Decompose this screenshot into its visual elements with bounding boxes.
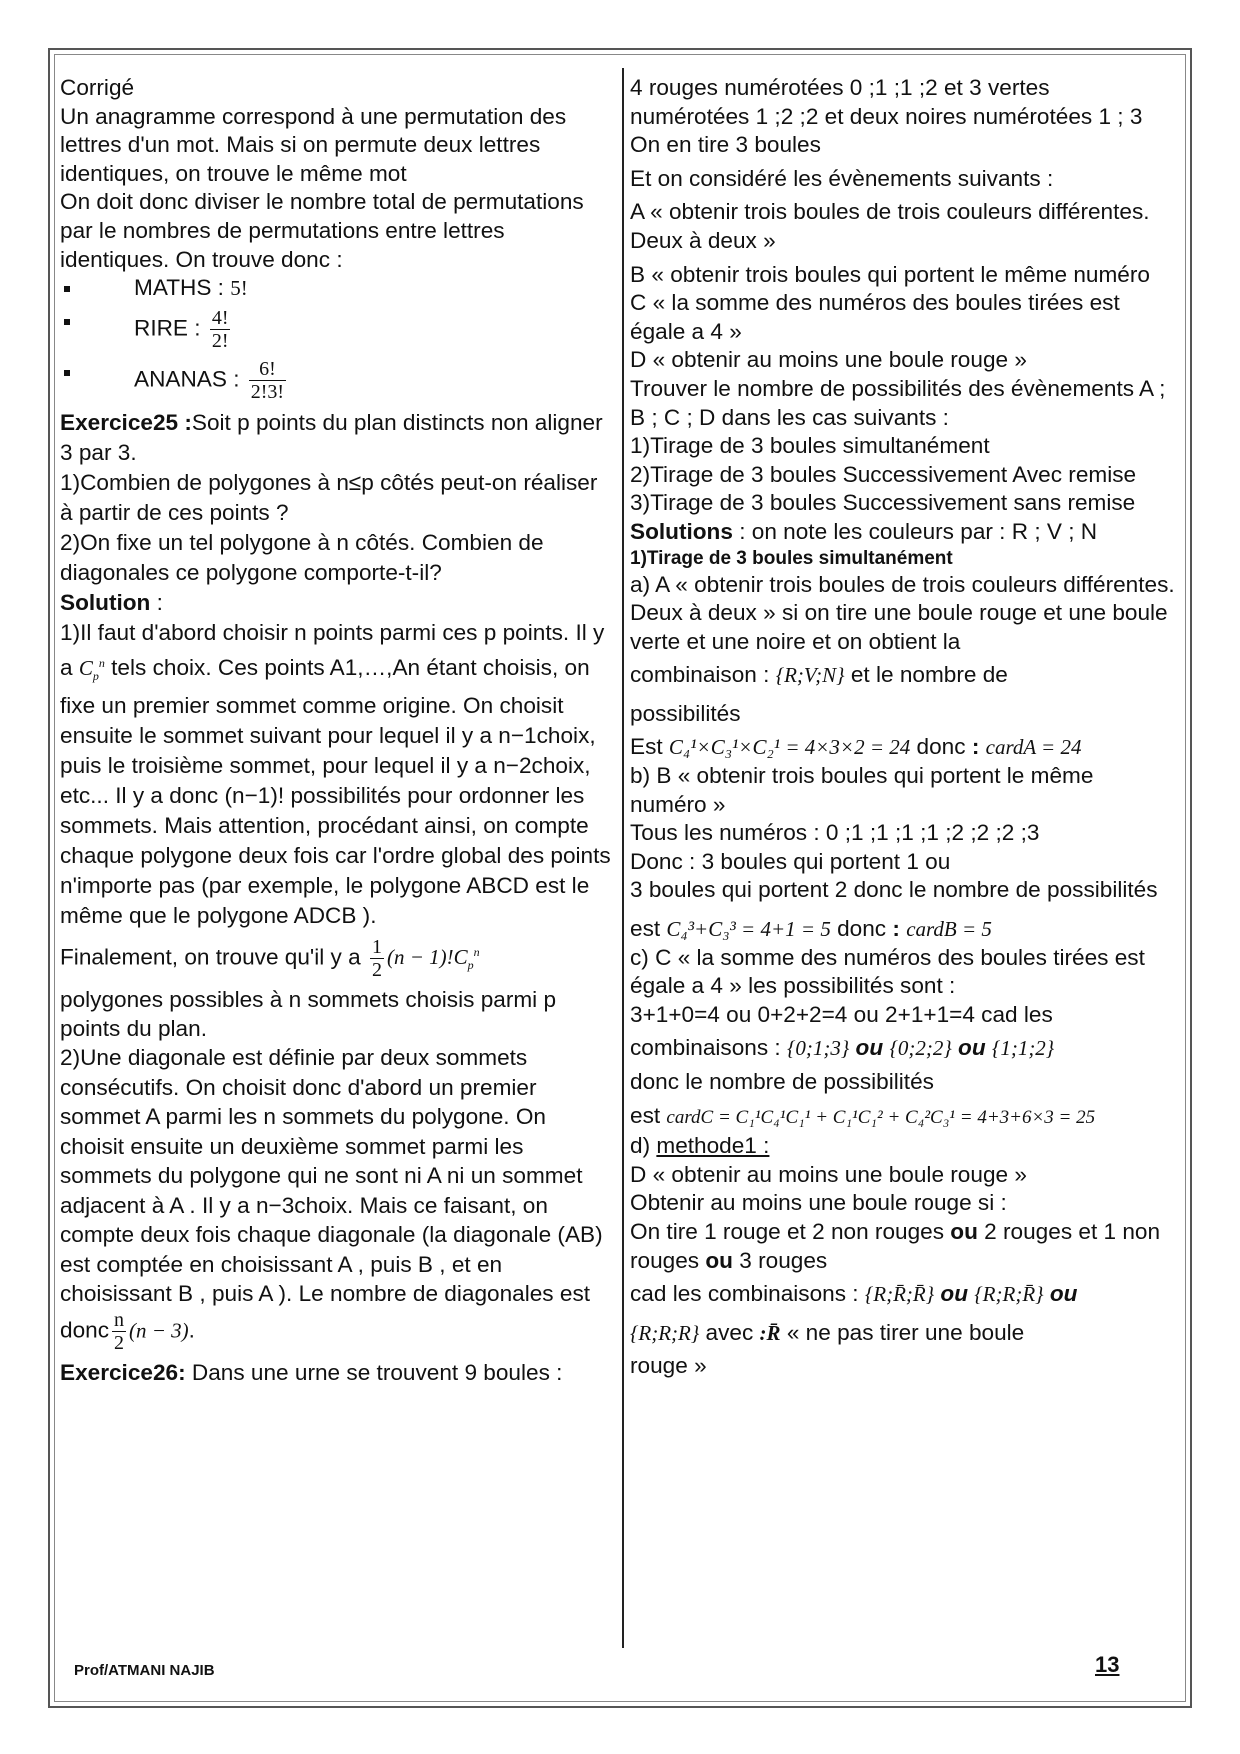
solution1-paragraph <box>60 618 615 931</box>
text: est <box>630 916 667 942</box>
denominator: 2! <box>211 329 229 352</box>
exercise25-intro: Soit p points du plan distincts non aligner 3 par 3. <box>60 409 603 465</box>
numerator: 6! <box>249 358 286 381</box>
combination-cnp: $C_p^n$ <box>78 655 105 683</box>
fraction-half: $\frac{1}{2}$ <box>371 935 382 981</box>
formula-polygons: $(n - 1)!C_p^n$ <box>386 945 480 973</box>
exercise26-title: Exercice26: <box>60 1359 186 1385</box>
set-r-r-rbar: {R;R;R̄} <box>974 1282 1044 1307</box>
event-b: B « obtenir trois boules qui portent le même numéro <box>630 261 1150 287</box>
denominator: 2!3! <box>250 380 285 403</box>
item-label: ANANAS : <box>134 366 246 392</box>
text-ou: ou <box>1043 1281 1078 1307</box>
part-c-3 <box>630 1034 1175 1063</box>
part-a-5: Est C₄¹×C₃¹×C₂¹ = 4×3×2 = 24 donc : cardA = 24 <box>630 734 1082 760</box>
part-c-4: donc le nombre de possibilités <box>630 1069 934 1094</box>
part-a-1: a) A « obtenir trois boules de trois couleurs différentes. <box>630 571 1175 597</box>
solution-heading: Solution : <box>60 589 163 615</box>
part-b-4: 3 boules qui portent 2 donc le nombre de possibilités <box>630 877 1158 903</box>
fraction-n-over-2: $\frac{n}{2}$ <box>114 1308 124 1354</box>
text: donc <box>910 734 972 760</box>
event-a: A « obtenir trois boules de trois couleurs différentes. <box>630 199 1150 225</box>
anagram-paragraph-2: On doit donc diviser le nombre total de permutations par le nombres de permutations entre lettres identiques. On trouve donc : <box>60 189 584 272</box>
set-013: {0;1;3} <box>786 1036 850 1061</box>
part-b-1: b) B « obtenir trois boules qui portent le même numéro » <box>630 763 1094 817</box>
anagram-paragraph: Un anagramme correspond à une permutation des lettres d'un mot. Mais si on permute deux lettres identiques, on trouve le même mot <box>60 103 567 186</box>
solution-label: Solution <box>60 589 151 615</box>
part-d-2: Obtenir au moins une boule rouge si : <box>630 1190 1007 1216</box>
urn-description: 4 rouges numérotées 0 ;1 ;1 ;2 et 3 vertes numérotées 1 ;2 ;2 et deux noires numérotées 1 ; 3 <box>630 75 1143 129</box>
case-3: 3)Tirage de 3 boules Successivement sans remise <box>630 490 1136 516</box>
footer-author: Prof/ATMANI NAJIB <box>74 1662 215 1679</box>
solutions-heading <box>630 518 1175 547</box>
item-label: RIRE : <box>134 315 207 341</box>
event-d: D « obtenir au moins une boule rouge » <box>630 347 1027 373</box>
left-column <box>60 74 615 1387</box>
right-column <box>630 74 1175 1381</box>
result-card-a: cardA = 24 <box>985 735 1082 760</box>
text: avec <box>699 1319 760 1345</box>
set-r-rbar-rbar: {R;R̄;R̄} <box>864 1282 935 1307</box>
part-b-3: Donc : 3 boules qui portent 1 ou <box>630 848 951 874</box>
part-d-6: rouge » <box>630 1353 707 1379</box>
solution2-text: 2)Une diagonale est définie par deux sommets consécutifs. On choisit donc d'abord un premier sommet A parmi les n sommets du polygone. On choisit ensuite un deuxième sommet parmi les sommets du polygone qui ne sont ni A ni un sommet adjacent à A . Il y a n−3choix. Mais ce faisant, on compte deux fois chaque diagonale (la diagonale (AB) est comptée en choisissant A , puis B , et en choisissant B , puis A ). Le nombre de diagonales est donc <box>60 1045 603 1343</box>
solutions-note: : on note les couleurs par : R ; V ; N <box>732 518 1098 544</box>
solution1-text-b: tels choix. Ces points A1,…,An étant choisis, on fixe un premier sommet comme origine. On choisit ensuite le sommet suivant pour lequel il y a n−1choix, puis le troisième sommet, pour lequel il y a n−2choix, etc... Il y a donc (n−1)! possibilités pour ordonner les sommets. Mais attention, procédant ainsi, on compte chaque polygone deux fois car l'ordre global des points n'importe pas (par exemple, le polygone ABCD est le même que le polygone ADCB ). <box>60 654 611 928</box>
solution2-paragraph: 2)Une diagonale est définie par deux sommets consécutifs. On choisit donc d'abord un premier sommet A parmi les n sommets du polygone. On choisit ensuite un deuxième sommet parmi les sommets du polygone qui ne sont ni A ni un sommet adjacent à A . Il y a n−3choix. Mais ce faisant, on compte deux fois chaque diagonale (la diagonale (AB) est comptée en choisissant A , puis B , et en choisissant B , puis A ). Le nombre de diagonales est donc $\frac{n}{2}$ (n − 3). <box>60 1045 603 1354</box>
text: 2 rouges et 1 non rouges <box>630 1218 1161 1273</box>
part-c-1: c) C « la somme des numéros des boules tirées est égale a 4 » les possibilités sont : <box>630 944 1145 999</box>
case-1: 1)Tirage de 3 boules simultanément <box>630 433 990 459</box>
solution1-text-a: 1)Il faut d'abord choisir n points parmi ces p points. Il y a <box>60 619 605 680</box>
text: donc <box>830 916 893 942</box>
set-112: {1;1;2} <box>991 1036 1055 1061</box>
set-rvn: {R;V;N} <box>775 663 845 688</box>
text: d) <box>630 1133 657 1159</box>
part-a-2: Deux à deux » si on tire une boule rouge et une boule verte et une noire et on obtient la <box>630 600 1168 654</box>
corrige-heading: Corrigé <box>60 75 135 100</box>
part-b-5: est C₄³+C₃³ = 4+1 = 5 donc : cardB = 5 <box>630 916 992 942</box>
text: et le nombre de <box>844 662 1008 688</box>
part-c-2: 3+1+0=4 ou 0+2+2=4 ou 2+1+1=4 cad les <box>630 1001 1053 1027</box>
text: 3 rouges <box>732 1247 828 1273</box>
solutions-label: Solutions <box>630 518 733 544</box>
part-d-5 <box>630 1319 1175 1348</box>
exercise26-block <box>60 1359 615 1388</box>
exercise25-block <box>60 408 615 468</box>
item-value: 5! <box>230 276 248 301</box>
subsection-1: 1)Tirage de 3 boules simultanément <box>630 547 953 569</box>
formula-card-a: C₄¹×C₃¹×C₂¹ = 4×3×2 = 24 <box>668 735 911 760</box>
fraction <box>249 358 286 403</box>
event-c: C « la somme des numéros des boules tirées est égale a 4 » <box>630 290 1120 344</box>
part-a-4: possibilités <box>630 700 741 726</box>
part-b-2: Tous les numéros : 0 ;1 ;1 ;1 ;1 ;2 ;2 ;2 ;3 <box>630 820 1040 846</box>
part-d-3: On tire 1 rouge et 2 non rouges ou 2 rouges et 1 non rouges ou 3 rouges <box>630 1218 1161 1273</box>
list-item-rire <box>60 307 615 352</box>
method-label: methode1 : <box>656 1133 770 1159</box>
exercise26-intro: Dans une urne se trouvent 9 boules : <box>185 1359 563 1385</box>
exercise25-title: Exercice25 : <box>60 409 192 435</box>
task-statement: Trouver le nombre de possibilités des évènements A ; B ; C ; D dans les cas suivants : <box>630 375 1166 430</box>
list-item-maths <box>60 274 615 303</box>
part-d-heading <box>630 1132 1175 1161</box>
text: cad les combinaisons : <box>630 1281 865 1307</box>
case-2: 2)Tirage de 3 boules Successivement Avec remise <box>630 461 1137 487</box>
part-a-3 <box>630 661 1175 690</box>
set-r-r-r: {R;R;R} <box>630 1320 700 1345</box>
set-022: {0;2;2} <box>889 1036 952 1061</box>
item-label: MATHS : <box>134 275 231 301</box>
formula-card-b: C₄³+C₃³ = 4+1 = 5 <box>666 917 831 942</box>
rbar-symbol: :R̄ <box>759 1320 781 1345</box>
part-d-4 <box>630 1280 1175 1309</box>
solution1-conclusion: polygones possibles à n sommets choisis parmi p points du plan. <box>60 986 557 1041</box>
text: combinaisons : <box>630 1035 787 1061</box>
result-card-b: cardB = 5 <box>906 917 992 942</box>
fraction <box>210 307 231 352</box>
exercise25-q1: 1)Combien de polygones à n≤p côtés peut-on réaliser à partir de ces points ? <box>60 469 598 525</box>
formula-diagonals: (n − 3) <box>129 1318 189 1343</box>
column-divider <box>622 68 624 1648</box>
part-c-5 <box>630 1102 1175 1133</box>
exercise25-q2: 2)On fixe un tel polygone à n côtés. Combien de diagonales ce polygone comporte-t-il? <box>60 529 544 585</box>
numerator: 4! <box>211 306 229 329</box>
text-ou: ou <box>951 1035 992 1061</box>
text: Est <box>630 734 669 760</box>
text-ou: ou <box>934 1281 975 1307</box>
text: On tire 1 rouge et 2 non rouges <box>630 1218 951 1244</box>
text-ou: ou <box>849 1035 890 1061</box>
text: est <box>630 1102 667 1128</box>
page-number: 13 <box>1095 1652 1120 1677</box>
text: « ne pas tirer une boule <box>780 1319 1025 1345</box>
list-item-ananas <box>60 358 615 403</box>
events-intro: Et on considéré les évènements suivants : <box>630 165 1054 191</box>
formula-card-c: cardC = C₁¹C₄¹C₁¹ + C₁¹C₁² + C₄²C₃¹ = 4+3+6×3 = 25 <box>666 1106 1096 1128</box>
part-d-1: D « obtenir au moins une boule rouge » <box>630 1161 1027 1187</box>
text: combinaison : <box>630 662 776 688</box>
event-a-cont: Deux à deux » <box>630 227 776 253</box>
solution1-final <box>60 936 615 981</box>
draw-statement: On en tire 3 boules <box>630 132 821 158</box>
solution1-text-c: Finalement, on trouve qu'il y a <box>60 944 361 970</box>
